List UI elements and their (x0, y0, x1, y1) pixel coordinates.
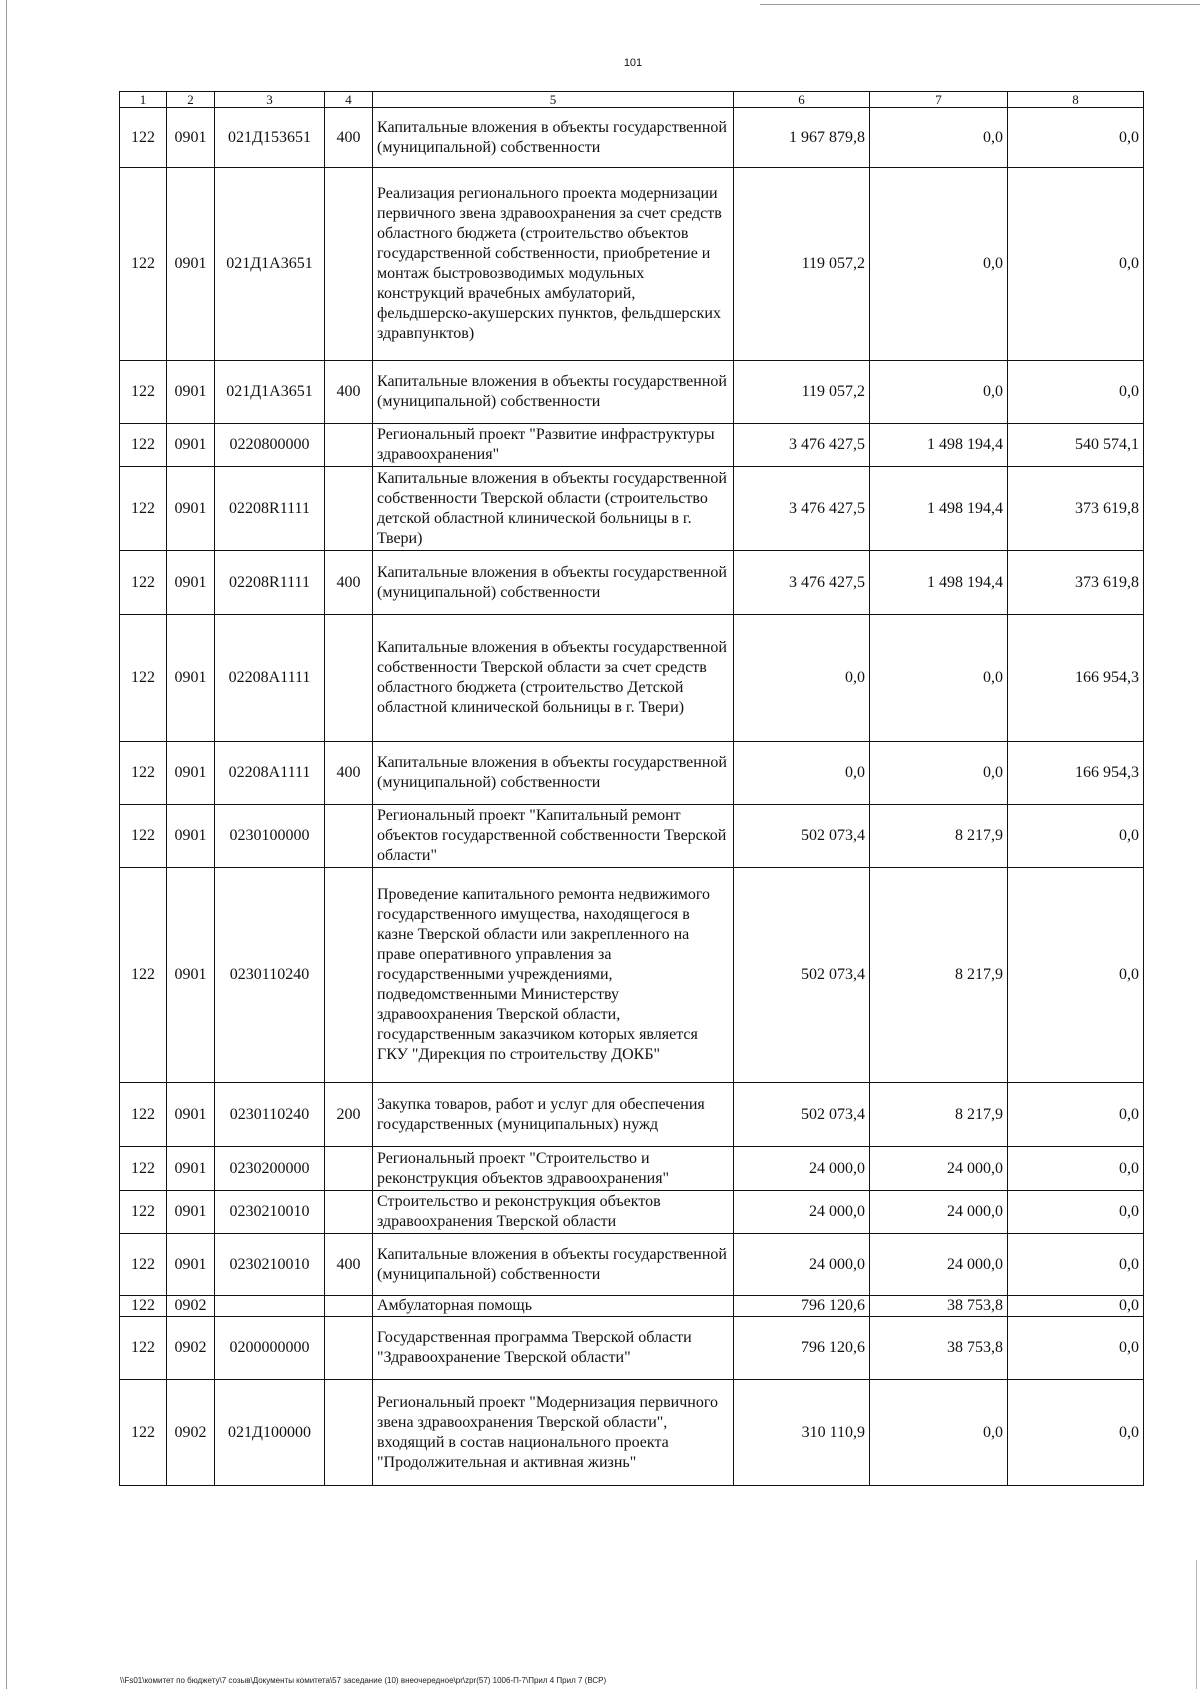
table-row (120, 361, 1144, 424)
cell-expense-type: 400 (325, 361, 373, 424)
cell-amount-3: 0,0 (1008, 1147, 1144, 1191)
cell-name: Капитальные вложения в объекты государственной (муниципальной) собственности (373, 361, 734, 424)
cell-target-article: 02208R1111 (215, 467, 325, 551)
cell-section-code: 0901 (167, 1191, 215, 1234)
cell-expense-type (325, 1380, 373, 1486)
cell-expense-type (325, 1317, 373, 1380)
cell-amount-1: 796 120,6 (734, 1296, 870, 1317)
cell-ministry-code: 122 (120, 1380, 167, 1486)
cell-amount-1: 502 073,4 (734, 868, 870, 1083)
cell-amount-2: 38 753,8 (870, 1317, 1008, 1380)
cell-amount-3: 0,0 (1008, 1317, 1144, 1380)
cell-expense-type (325, 805, 373, 868)
column-number-row (120, 92, 1144, 108)
cell-name: Строительство и реконструкция объектов здравоохранения Тверской области (373, 1191, 734, 1234)
cell-amount-2: 8 217,9 (870, 868, 1008, 1083)
column-header: 7 (870, 92, 1008, 108)
cell-amount-3: 0,0 (1008, 168, 1144, 361)
cell-name: Капитальные вложения в объекты государственной (муниципальной) собственности (373, 551, 734, 615)
table-row (120, 108, 1144, 168)
table-row (120, 805, 1144, 868)
cell-amount-1: 502 073,4 (734, 1083, 870, 1147)
cell-amount-2: 24 000,0 (870, 1234, 1008, 1296)
cell-section-code: 0901 (167, 551, 215, 615)
cell-ministry-code: 122 (120, 424, 167, 467)
cell-amount-3: 166 954,3 (1008, 742, 1144, 805)
table-row (120, 1317, 1144, 1380)
cell-amount-1: 119 057,2 (734, 361, 870, 424)
cell-name: Капитальные вложения в объекты государственной (муниципальной) собственности (373, 1234, 734, 1296)
cell-amount-1: 24 000,0 (734, 1191, 870, 1234)
cell-amount-2: 0,0 (870, 1380, 1008, 1486)
cell-amount-3: 166 954,3 (1008, 615, 1144, 742)
cell-amount-1: 3 476 427,5 (734, 424, 870, 467)
cell-section-code: 0901 (167, 108, 215, 168)
cell-ministry-code: 122 (120, 467, 167, 551)
cell-target-article: 0230210010 (215, 1234, 325, 1296)
cell-section-code: 0901 (167, 361, 215, 424)
column-header: 2 (167, 92, 215, 108)
column-header: 4 (325, 92, 373, 108)
table-row (120, 615, 1144, 742)
scan-edge-left (6, 0, 7, 1689)
cell-target-article: 0230100000 (215, 805, 325, 868)
table-row (120, 742, 1144, 805)
cell-amount-3: 373 619,8 (1008, 467, 1144, 551)
column-header: 8 (1008, 92, 1144, 108)
column-header: 6 (734, 92, 870, 108)
cell-section-code: 0901 (167, 168, 215, 361)
cell-expense-type (325, 467, 373, 551)
cell-target-article: 021Д1А3651 (215, 168, 325, 361)
cell-name: Проведение капитального ремонта недвижимого государственного имущества, находящегося в казне Тверской области или закрепленного на праве оперативного управления за государственными учреждениями, подведомственными Министерству здравоохранения Тверской области, государственным заказчиком которых является ГКУ "Дирекция по строительству ДОКБ" (373, 868, 734, 1083)
cell-target-article: 02208A1111 (215, 615, 325, 742)
cell-expense-type (325, 1191, 373, 1234)
cell-target-article: 0230210010 (215, 1191, 325, 1234)
cell-name: Капитальные вложения в объекты государственной (муниципальной) собственности (373, 742, 734, 805)
cell-section-code: 0901 (167, 868, 215, 1083)
cell-expense-type (325, 1147, 373, 1191)
cell-amount-2: 0,0 (870, 742, 1008, 805)
cell-amount-3: 0,0 (1008, 1191, 1144, 1234)
cell-expense-type: 400 (325, 1234, 373, 1296)
budget-table (119, 91, 1144, 1486)
table-row (120, 551, 1144, 615)
cell-amount-3: 373 619,8 (1008, 551, 1144, 615)
cell-amount-2: 1 498 194,4 (870, 424, 1008, 467)
cell-name: Закупка товаров, работ и услуг для обеспечения государственных (муниципальных) нужд (373, 1083, 734, 1147)
table-row (120, 1234, 1144, 1296)
cell-target-article: 0230110240 (215, 868, 325, 1083)
table-row (120, 868, 1144, 1083)
cell-amount-1: 3 476 427,5 (734, 551, 870, 615)
table-row (120, 424, 1144, 467)
cell-amount-2: 38 753,8 (870, 1296, 1008, 1317)
cell-expense-type (325, 868, 373, 1083)
footer-file-path: \\Fs01\комитет по бюджету\7 созыв\Документы комитета\57 заседание (10) внеочередное\pr\zpr(57) 1006-П-7\Прил 4 Прил 7 (ВСР) (120, 1676, 607, 1685)
cell-amount-2: 0,0 (870, 168, 1008, 361)
cell-section-code: 0901 (167, 742, 215, 805)
scan-edge-top (760, 4, 1200, 5)
cell-expense-type (325, 615, 373, 742)
cell-amount-3: 0,0 (1008, 1083, 1144, 1147)
cell-section-code: 0902 (167, 1317, 215, 1380)
cell-name: Региональный проект "Строительство и реконструкция объектов здравоохранения" (373, 1147, 734, 1191)
column-header: 1 (120, 92, 167, 108)
cell-name: Региональный проект "Капитальный ремонт объектов государственной собственности Тверской области" (373, 805, 734, 868)
table-row (120, 168, 1144, 361)
cell-ministry-code: 122 (120, 1234, 167, 1296)
cell-section-code: 0902 (167, 1380, 215, 1486)
cell-amount-1: 0,0 (734, 615, 870, 742)
cell-section-code: 0902 (167, 1296, 215, 1317)
cell-amount-1: 502 073,4 (734, 805, 870, 868)
cell-ministry-code: 122 (120, 361, 167, 424)
cell-target-article: 0230110240 (215, 1083, 325, 1147)
cell-amount-1: 796 120,6 (734, 1317, 870, 1380)
table-row (120, 1147, 1144, 1191)
cell-amount-3: 540 574,1 (1008, 424, 1144, 467)
cell-ministry-code: 122 (120, 805, 167, 868)
cell-section-code: 0901 (167, 615, 215, 742)
cell-amount-2: 8 217,9 (870, 1083, 1008, 1147)
table-row (120, 1083, 1144, 1147)
cell-amount-1: 0,0 (734, 742, 870, 805)
cell-amount-1: 24 000,0 (734, 1234, 870, 1296)
cell-target-article: 02208A1111 (215, 742, 325, 805)
cell-ministry-code: 122 (120, 1296, 167, 1317)
cell-name: Реализация регионального проекта модернизации первичного звена здравоохранения за счет средств областного бюджета (строительство объектов государственной собственности, приобретение и монтаж быстровозводимых модульных конструкций врачебных амбулаторий, фельдшерско-акушерских пунктов, фельдшерских здравпунктов) (373, 168, 734, 361)
cell-ministry-code: 122 (120, 1317, 167, 1380)
cell-amount-2: 8 217,9 (870, 805, 1008, 868)
cell-amount-2: 24 000,0 (870, 1147, 1008, 1191)
cell-expense-type: 400 (325, 551, 373, 615)
cell-section-code: 0901 (167, 467, 215, 551)
cell-ministry-code: 122 (120, 1147, 167, 1191)
cell-name: Региональный проект "Развитие инфраструктуры здравоохранения" (373, 424, 734, 467)
scan-edge-right (1196, 1560, 1197, 1689)
cell-target-article: 0200000000 (215, 1317, 325, 1380)
cell-ministry-code: 122 (120, 1191, 167, 1234)
table-row (120, 467, 1144, 551)
cell-target-article: 021Д153651 (215, 108, 325, 168)
cell-amount-2: 0,0 (870, 615, 1008, 742)
cell-section-code: 0901 (167, 1234, 215, 1296)
cell-name: Амбулаторная помощь (373, 1296, 734, 1317)
cell-ministry-code: 122 (120, 168, 167, 361)
cell-amount-2: 0,0 (870, 108, 1008, 168)
cell-amount-1: 1 967 879,8 (734, 108, 870, 168)
cell-expense-type (325, 424, 373, 467)
table-row (120, 1380, 1144, 1486)
cell-amount-1: 119 057,2 (734, 168, 870, 361)
cell-amount-1: 310 110,9 (734, 1380, 870, 1486)
cell-amount-2: 24 000,0 (870, 1191, 1008, 1234)
table-row (120, 1191, 1144, 1234)
cell-expense-type: 400 (325, 742, 373, 805)
cell-target-article: 02208R1111 (215, 551, 325, 615)
cell-amount-3: 0,0 (1008, 805, 1144, 868)
cell-target-article: 0220800000 (215, 424, 325, 467)
cell-amount-3: 0,0 (1008, 1234, 1144, 1296)
cell-expense-type: 400 (325, 108, 373, 168)
cell-ministry-code: 122 (120, 615, 167, 742)
cell-name: Капитальные вложения в объекты государственной собственности Тверской области (строительство детской областной клинической больницы в г. Твери) (373, 467, 734, 551)
cell-amount-3: 0,0 (1008, 1296, 1144, 1317)
cell-section-code: 0901 (167, 1147, 215, 1191)
cell-target-article (215, 1296, 325, 1317)
cell-section-code: 0901 (167, 805, 215, 868)
page-number: 101 (623, 57, 643, 69)
cell-ministry-code: 122 (120, 108, 167, 168)
cell-target-article: 021Д100000 (215, 1380, 325, 1486)
cell-section-code: 0901 (167, 1083, 215, 1147)
cell-ministry-code: 122 (120, 868, 167, 1083)
cell-expense-type (325, 1296, 373, 1317)
cell-amount-1: 24 000,0 (734, 1147, 870, 1191)
cell-amount-2: 1 498 194,4 (870, 551, 1008, 615)
cell-ministry-code: 122 (120, 551, 167, 615)
cell-amount-3: 0,0 (1008, 868, 1144, 1083)
cell-target-article: 021Д1А3651 (215, 361, 325, 424)
cell-name: Капитальные вложения в объекты государственной (муниципальной) собственности (373, 108, 734, 168)
cell-amount-3: 0,0 (1008, 108, 1144, 168)
cell-ministry-code: 122 (120, 742, 167, 805)
cell-target-article: 0230200000 (215, 1147, 325, 1191)
cell-name: Региональный проект "Модернизация первичного звена здравоохранения Тверской области", входящий в состав национального проекта "Продолжительная и активная жизнь" (373, 1380, 734, 1486)
cell-name: Капитальные вложения в объекты государственной собственности Тверской области за счет средств областного бюджета (строительство Детской областной клинической больницы в г. Твери) (373, 615, 734, 742)
cell-amount-2: 0,0 (870, 361, 1008, 424)
table-row (120, 1296, 1144, 1317)
cell-expense-type: 200 (325, 1083, 373, 1147)
cell-ministry-code: 122 (120, 1083, 167, 1147)
column-header: 5 (373, 92, 734, 108)
cell-section-code: 0901 (167, 424, 215, 467)
cell-amount-2: 1 498 194,4 (870, 467, 1008, 551)
column-header: 3 (215, 92, 325, 108)
cell-amount-3: 0,0 (1008, 1380, 1144, 1486)
cell-amount-1: 3 476 427,5 (734, 467, 870, 551)
cell-name: Государственная программа Тверской области "Здравоохранение Тверской области" (373, 1317, 734, 1380)
cell-amount-3: 0,0 (1008, 361, 1144, 424)
cell-expense-type (325, 168, 373, 361)
